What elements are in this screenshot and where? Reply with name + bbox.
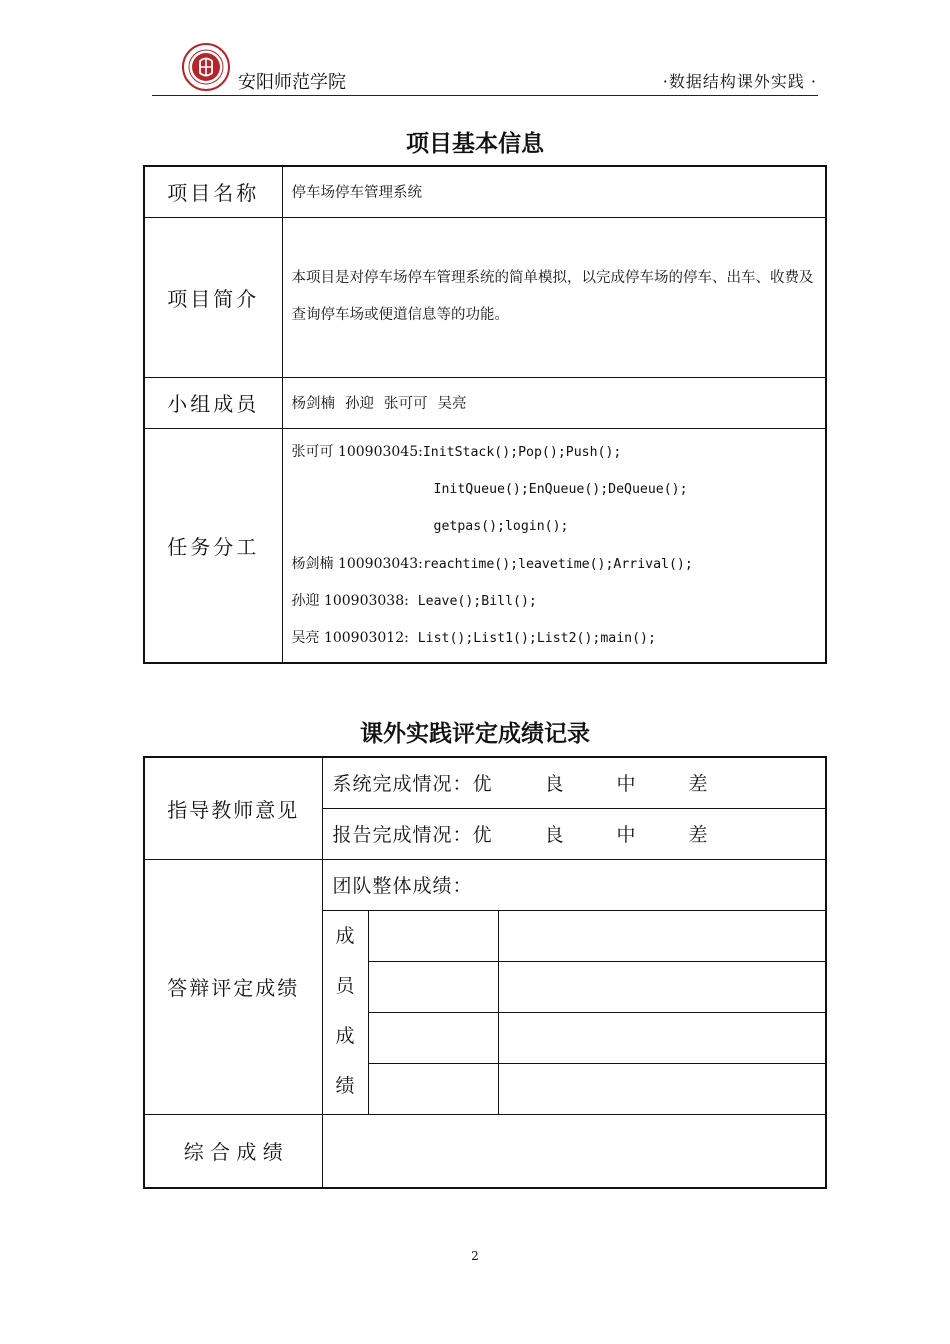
members-value bbox=[282, 377, 826, 428]
advisor-opinion-label: 指导教师意见 bbox=[144, 757, 322, 859]
grade-excellent: 优 bbox=[472, 824, 493, 846]
overall-grade-label: 综 合 成 绩 bbox=[144, 1114, 322, 1188]
task-line bbox=[292, 620, 826, 657]
task-person: 孙迎 100903038: bbox=[291, 593, 418, 610]
grade-medium: 中 bbox=[616, 773, 637, 796]
members-label: 小组成员 bbox=[144, 377, 282, 428]
task-functions: InitQueue();EnQueue();DeQueue(); bbox=[433, 481, 688, 497]
overall-grade-cell bbox=[322, 1114, 826, 1188]
task-functions: Leave();Bill(); bbox=[417, 594, 537, 610]
task-person: 吴亮 100903012: bbox=[291, 630, 418, 647]
section1-title: 项目基本信息 bbox=[406, 131, 544, 157]
defense-grade-label: 答辩评定成绩 bbox=[144, 859, 322, 1114]
member-name-cell bbox=[368, 910, 498, 961]
grade-excellent: 优 bbox=[472, 773, 493, 796]
tasks-label: 任务分工 bbox=[144, 428, 282, 663]
task-functions: getpas();login(); bbox=[433, 519, 569, 535]
school-seal-icon bbox=[182, 43, 230, 91]
report-completion-row bbox=[322, 808, 826, 859]
member-grade-char: 员 bbox=[335, 975, 355, 998]
member-grade-char: 成 bbox=[335, 1025, 355, 1047]
member-name-cell bbox=[368, 961, 498, 1012]
page-number: 2 bbox=[471, 1249, 479, 1263]
member-grade-label bbox=[322, 910, 368, 1114]
section2-title: 课外实践评定成绩记录 bbox=[360, 721, 590, 747]
member-score-cell bbox=[498, 1063, 826, 1114]
project-name-value: 停车场停车管理系统 bbox=[282, 166, 826, 217]
grade-good: 良 bbox=[544, 773, 565, 796]
member-name: 张可可 bbox=[384, 396, 428, 412]
project-intro-value: 本项目是对停车场停车管理系统的简单模拟，以完成停车场的停车、出车、收费及查询停车场或便道信息等的功能。 bbox=[282, 217, 826, 377]
member-name: 孙迎 bbox=[345, 396, 374, 412]
member-score-cell bbox=[498, 1012, 826, 1063]
project-intro-label: 项目简介 bbox=[144, 217, 282, 377]
task-line bbox=[292, 583, 826, 620]
member-name: 吴亮 bbox=[437, 396, 467, 412]
course-title: ·数据结构课外实践 · bbox=[662, 72, 817, 91]
grade-medium: 中 bbox=[616, 824, 637, 846]
task-person: 杨剑楠 100903043: bbox=[291, 555, 423, 572]
member-grade-char: 绩 bbox=[335, 1074, 355, 1097]
task-functions: reachtime();leavetime();Arrival(); bbox=[422, 556, 693, 572]
member-score-cell bbox=[498, 961, 826, 1012]
school-name: 安阳师范学院 bbox=[238, 72, 346, 93]
task-line bbox=[292, 471, 826, 508]
grade-record-table bbox=[143, 756, 827, 1189]
grade-poor: 差 bbox=[688, 773, 709, 796]
task-functions: List();List1();List2();main(); bbox=[417, 631, 656, 647]
grade-good: 良 bbox=[544, 824, 565, 846]
member-name: 杨剑楠 bbox=[291, 396, 335, 412]
task-person: 张可可 100903045: bbox=[291, 443, 423, 460]
task-line bbox=[292, 508, 826, 545]
task-line bbox=[292, 434, 826, 471]
member-grade-char: 成 bbox=[335, 925, 355, 948]
grade-poor: 差 bbox=[688, 824, 709, 846]
system-completion-label: 系统完成情况： bbox=[332, 773, 473, 796]
report-completion-label: 报告完成情况： bbox=[332, 824, 473, 846]
team-grade-label: 团队整体成绩： bbox=[322, 859, 826, 910]
task-functions: InitStack();Pop();Push(); bbox=[422, 444, 622, 460]
member-score-cell bbox=[498, 910, 826, 961]
system-completion-row bbox=[322, 757, 826, 808]
tasks-value bbox=[282, 428, 826, 663]
header-divider bbox=[152, 95, 818, 96]
task-line bbox=[292, 546, 826, 583]
project-info-table bbox=[143, 165, 827, 664]
member-name-cell bbox=[368, 1063, 498, 1114]
project-name-label: 项目名称 bbox=[144, 166, 282, 217]
member-name-cell bbox=[368, 1012, 498, 1063]
